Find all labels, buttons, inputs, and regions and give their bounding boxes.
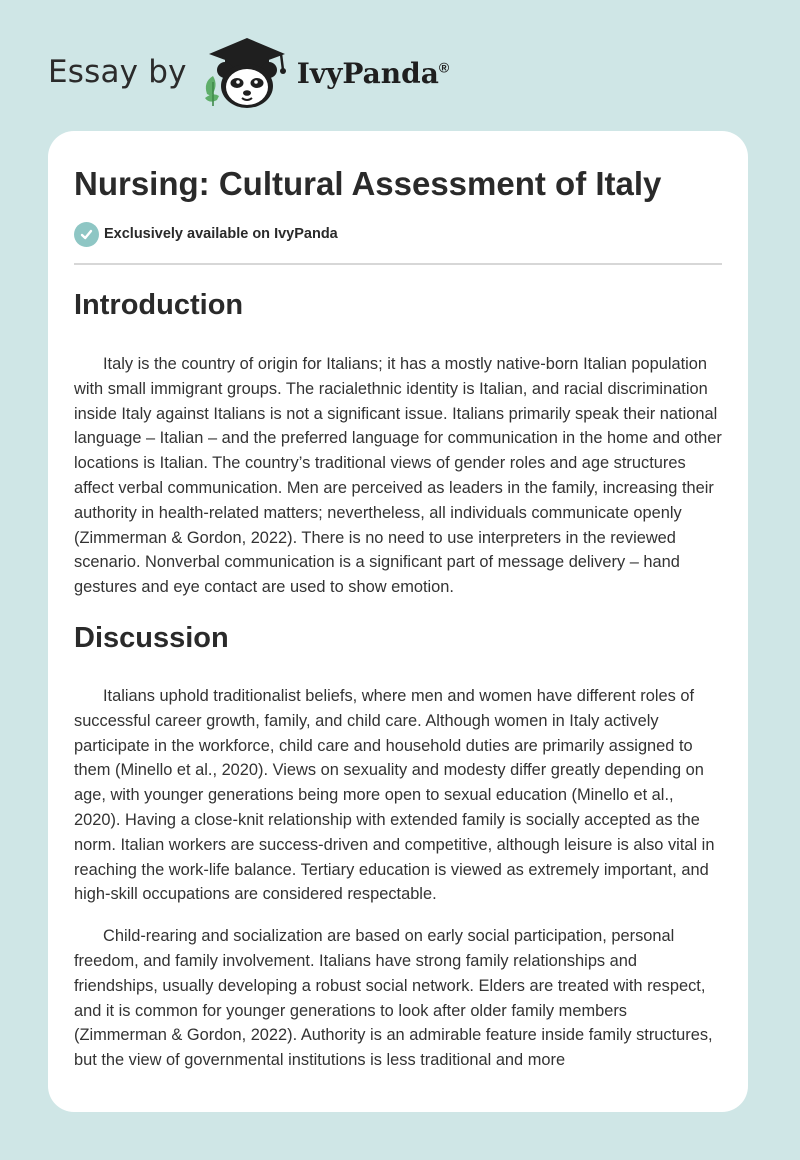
check-circle-icon bbox=[74, 222, 99, 247]
paragraph: Italy is the country of origin for Italians; it has a mostly native-born Italian population with small immigrant groups. The racialethnic identity is Italian, and racial discrimination inside Italy against Italians is not a significant issue. Italians primarily speak their national language – Italian – and the preferred language for communication in the home and other locations is Italian. The country’s traditional views of gender roles and age structures affect verbal communication. Men are perceived as leaders in the family, increasing their authority in health-related matters; nevertheless, all individuals communicate openly (Zimmerman & Gordon, 2022). There is no need to use interpreters in the reviewed scenario. Nonverbal communication is a significant part of message delivery – hand gestures and eye contact are used to show emotion. bbox=[74, 355, 722, 597]
exclusive-badge bbox=[74, 221, 722, 247]
article-card bbox=[48, 131, 748, 1112]
section-heading-introduction: Introduction bbox=[74, 289, 244, 321]
essay-by-label: Essay by bbox=[48, 54, 187, 90]
exclusive-badge-label: Exclusively available on IvyPanda bbox=[104, 226, 338, 242]
paragraph: Italians uphold traditionalist beliefs, where men and women have different roles of successful career growth, family, and child care. Although women in Italy actively participate in the workforce, child care and household duties are primarily assigned to them (Minello et al., 2020). Views on sexuality and modesty differ greatly depending on age, with younger generations being more open to sexual education (Minello et al., 2020). Having a close-knit relationship with extended family is socially accepted as the norm. Italian workers are success-driven and competitive, although leisure is also vital in reaching the work-life balance. Tertiary education is viewed as extremely important, and high-skill occupations are considered respectable. bbox=[74, 686, 715, 904]
panda-graduate-icon[interactable] bbox=[201, 34, 291, 110]
brand-name[interactable]: IvyPanda® bbox=[296, 56, 450, 90]
paragraph: Child-rearing and socialization are based on early social participation, personal freedom, and family involvement. Italians have strong family relationships and friendships, usually developing a robust social network. Elders are treated with respect, and it is common for younger generations to look after older family members (Zimmerman & Gordon, 2022). Authority is an admirable feature inside family structures, but the view of governmental institutions is less traditional and more bbox=[74, 927, 713, 1070]
title-divider bbox=[74, 263, 722, 265]
page-title: Nursing: Cultural Assessment of Italy bbox=[74, 165, 662, 202]
section-heading-discussion: Discussion bbox=[74, 621, 229, 654]
site-header bbox=[48, 34, 449, 110]
